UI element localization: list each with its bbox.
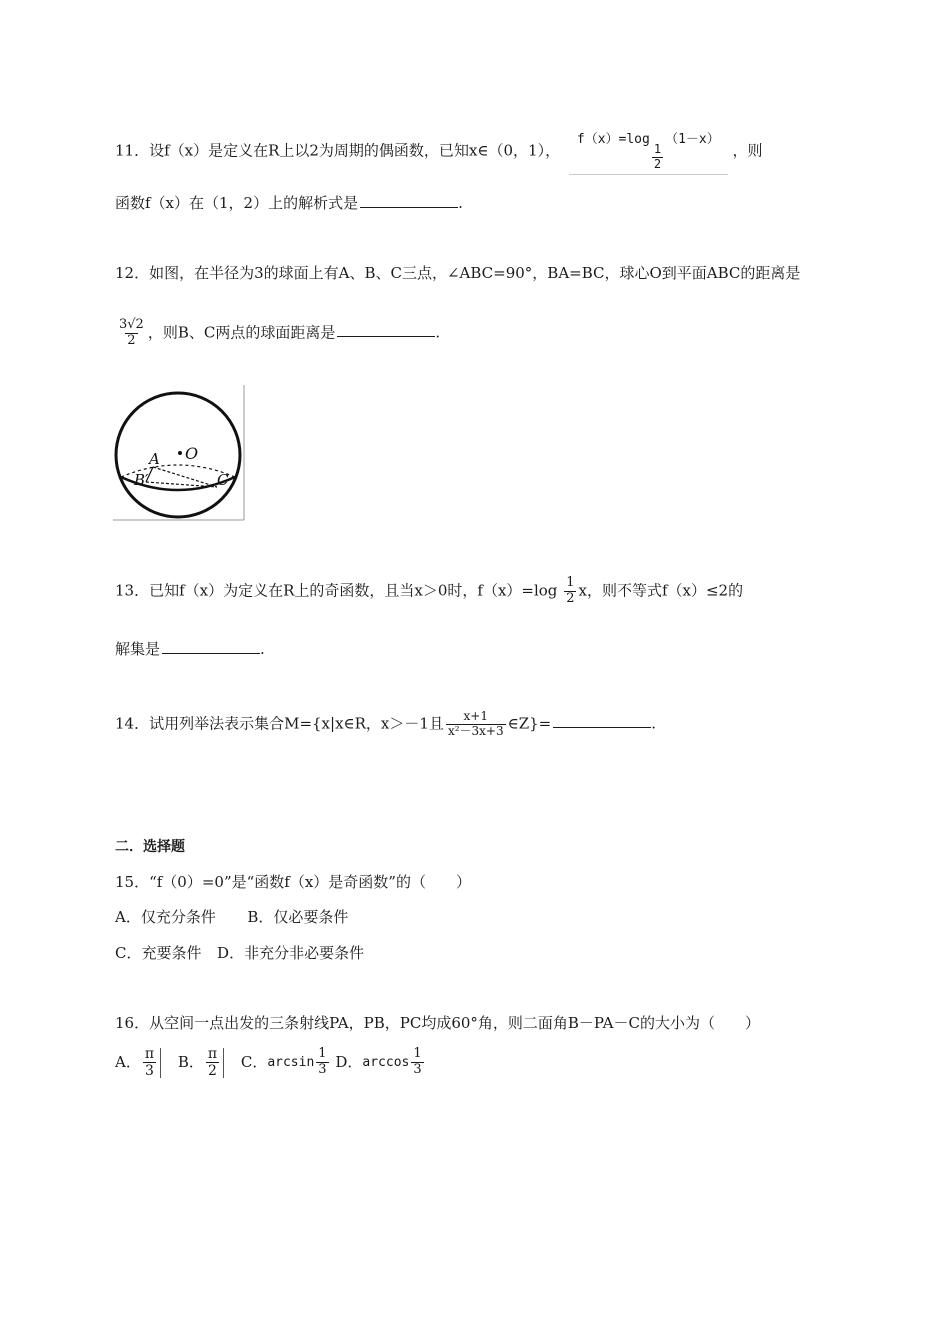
option-d[interactable]: D．非充分非必要条件 — [217, 944, 365, 962]
q11-text: 11．设f（x）是定义在R上以2为周期的偶函数，已知x∈（0，1）， — [115, 141, 561, 160]
question-15-options-cd — [115, 942, 364, 963]
question-15-stem: 15．“f（0）=0”是“函数f（x）是奇函数”的（ ） — [115, 873, 471, 891]
answer-blank-14[interactable] — [553, 713, 651, 728]
q13-log-base: $\frac{1}{2}$ — [566, 575, 575, 606]
center-dot — [178, 451, 182, 455]
option-d[interactable]: D．arccos $\frac{1}{3}$ — [335, 1046, 422, 1078]
label-o: O — [185, 444, 199, 463]
question-12-line-2: $\frac{3√2}{2}$ ，则B、C两点的球面距离是 . — [119, 317, 441, 348]
label-b: B′ — [134, 471, 149, 489]
question-14: 14．试用列举法表示集合M={x|x∈R，x＞－1且 $\frac{x+1}{\text{x²－3x+3}}$ ∈Z}= . — [115, 709, 657, 738]
answer-blank-12[interactable] — [337, 322, 435, 337]
q12-fraction: $\frac{3√2}{2}$ — [119, 317, 144, 348]
segment-bc — [146, 482, 217, 487]
question-11-line-1 — [115, 128, 763, 175]
q11-post: ，则 — [732, 141, 763, 160]
option-b[interactable]: B．仅必要条件 — [247, 908, 349, 926]
sphere-figure — [113, 385, 248, 522]
option-a[interactable]: A． $\frac{\pi}{3}$ — [115, 1053, 172, 1071]
q14-fraction: $\frac{x+1}{\text{x²－3x+3}}$ — [447, 709, 504, 738]
question-15-options-ab — [115, 906, 348, 927]
question-16-stem: 16．从空间一点出发的三条射线PA，PB，PC均成60°角，则二面角B－PA－C的大小为（ ） — [115, 1014, 760, 1032]
answer-blank-13[interactable] — [162, 639, 260, 654]
question-12-line-1: 12．如图，在半径为3的球面上有A、B、C三点，∠ABC=90°，BA=BC，球心O到平面ABC的距离是 — [115, 264, 801, 282]
question-11-line-2: 函数f（x）在（1，2）上的解析式是 . — [115, 194, 463, 212]
option-b[interactable]: B． $\frac{\pi}{2}$ — [178, 1053, 235, 1071]
option-c[interactable]: C．充要条件 — [115, 944, 202, 962]
segment-ac — [153, 467, 217, 487]
section-title: 二．选择题 — [115, 839, 185, 855]
option-c[interactable]: C．arcsin $\frac{1}{3}$ — [240, 1046, 327, 1078]
question-13-line-2: 解集是 . — [115, 640, 265, 658]
option-a[interactable]: A．仅充分条件 — [115, 908, 216, 926]
question-13-line-1: 13．已知f（x）为定义在R上的奇函数，且当x＞0时，f（x）=log $\frac{1}{2}$ x，则不等式f（x）≤2的 — [115, 575, 744, 606]
question-16-options — [115, 1046, 426, 1079]
answer-blank-11[interactable] — [360, 193, 458, 208]
label-c: C — [217, 471, 229, 489]
q11-formula: f（x）=log $\frac{1}{2}$ （1－x） — [569, 128, 728, 175]
label-a: A — [149, 450, 160, 468]
sphere-outline — [116, 393, 240, 517]
